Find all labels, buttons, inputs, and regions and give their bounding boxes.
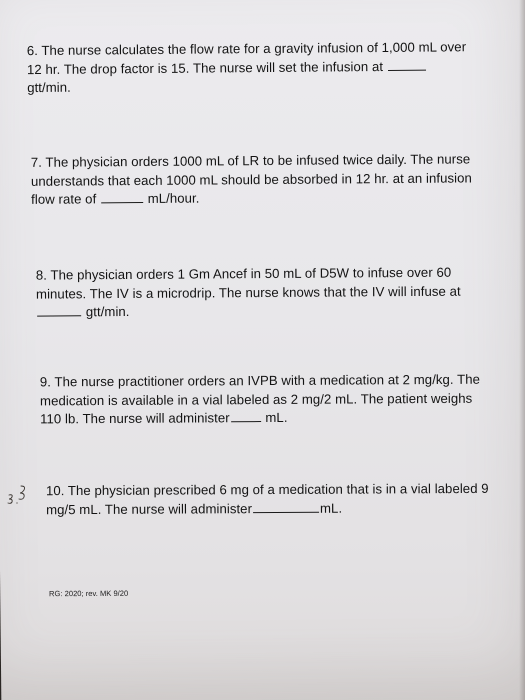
question-7-line-3-text-a: flow rate of <box>31 191 97 207</box>
question-10-line-1: 10. The physician prescribed 6 mg of a medication that is in a vial labeled 9 <box>45 480 489 499</box>
answer-blank-10[interactable] <box>253 500 319 512</box>
answer-blank-6[interactable] <box>388 58 426 70</box>
question-9 <box>40 371 500 429</box>
question-9-line-3-text-b: mL. <box>265 409 288 426</box>
question-9-line-3 <box>40 408 500 429</box>
footer-revision: RG: 2020; rev. MK 9/20 <box>48 588 129 599</box>
question-7-line-1: 7. The physician orders 1000 mL of LR to be infused twice daily. The nurse <box>30 151 471 170</box>
question-6 <box>27 38 507 98</box>
question-7-line-2: understands that each 1000 mL should be absorbed in 12 hr. at an infusion <box>30 169 472 189</box>
question-10-line-2-text-a: mg/5 mL. The nurse will administer <box>46 500 253 517</box>
question-6-line-1: 6. The nurse calculates the flow rate for a gravity infusion of 1,000 mL over <box>26 39 467 59</box>
question-10-line-2-text-b: mL. <box>319 500 343 516</box>
question-7-line-3 <box>31 187 506 209</box>
page-edge-shadow <box>519 0 525 700</box>
handwritten-mark <box>5 483 31 509</box>
question-7 <box>31 150 506 209</box>
question-9-line-1: 9. The nurse practitioner orders an IVPB with a medication at 2 mg/kg. The <box>39 371 481 390</box>
question-9-line-3-text-a: 110 lb. The nurse will administer <box>40 410 230 427</box>
question-10-line-2 <box>46 498 506 519</box>
answer-blank-8[interactable] <box>37 304 81 316</box>
question-8-line-2: minutes. The IV is a microdrip. The nurse knows that the IV will infuse at <box>35 283 461 302</box>
question-6-line-3: gtt/min. <box>27 79 71 96</box>
question-8 <box>36 263 501 322</box>
answer-blank-7[interactable] <box>101 191 143 203</box>
question-9-line-2: medication is available in a vial labeled as 2 mg/2 mL. The patient weighs <box>39 390 473 408</box>
question-8-line-1: 8. The physician orders 1 Gm Ancef in 50 mL of D5W to infuse over 60 <box>35 264 452 283</box>
question-8-line-3-text: gtt/min. <box>85 303 130 320</box>
question-10 <box>46 480 506 519</box>
question-6-line-2-text: 12 hr. The drop factor is 15. The nurse will set the infusion at <box>26 58 384 77</box>
question-7-line-3-text-b: mL/hour. <box>147 190 200 206</box>
answer-blank-9[interactable] <box>231 410 261 422</box>
question-8-line-3 <box>36 300 501 322</box>
